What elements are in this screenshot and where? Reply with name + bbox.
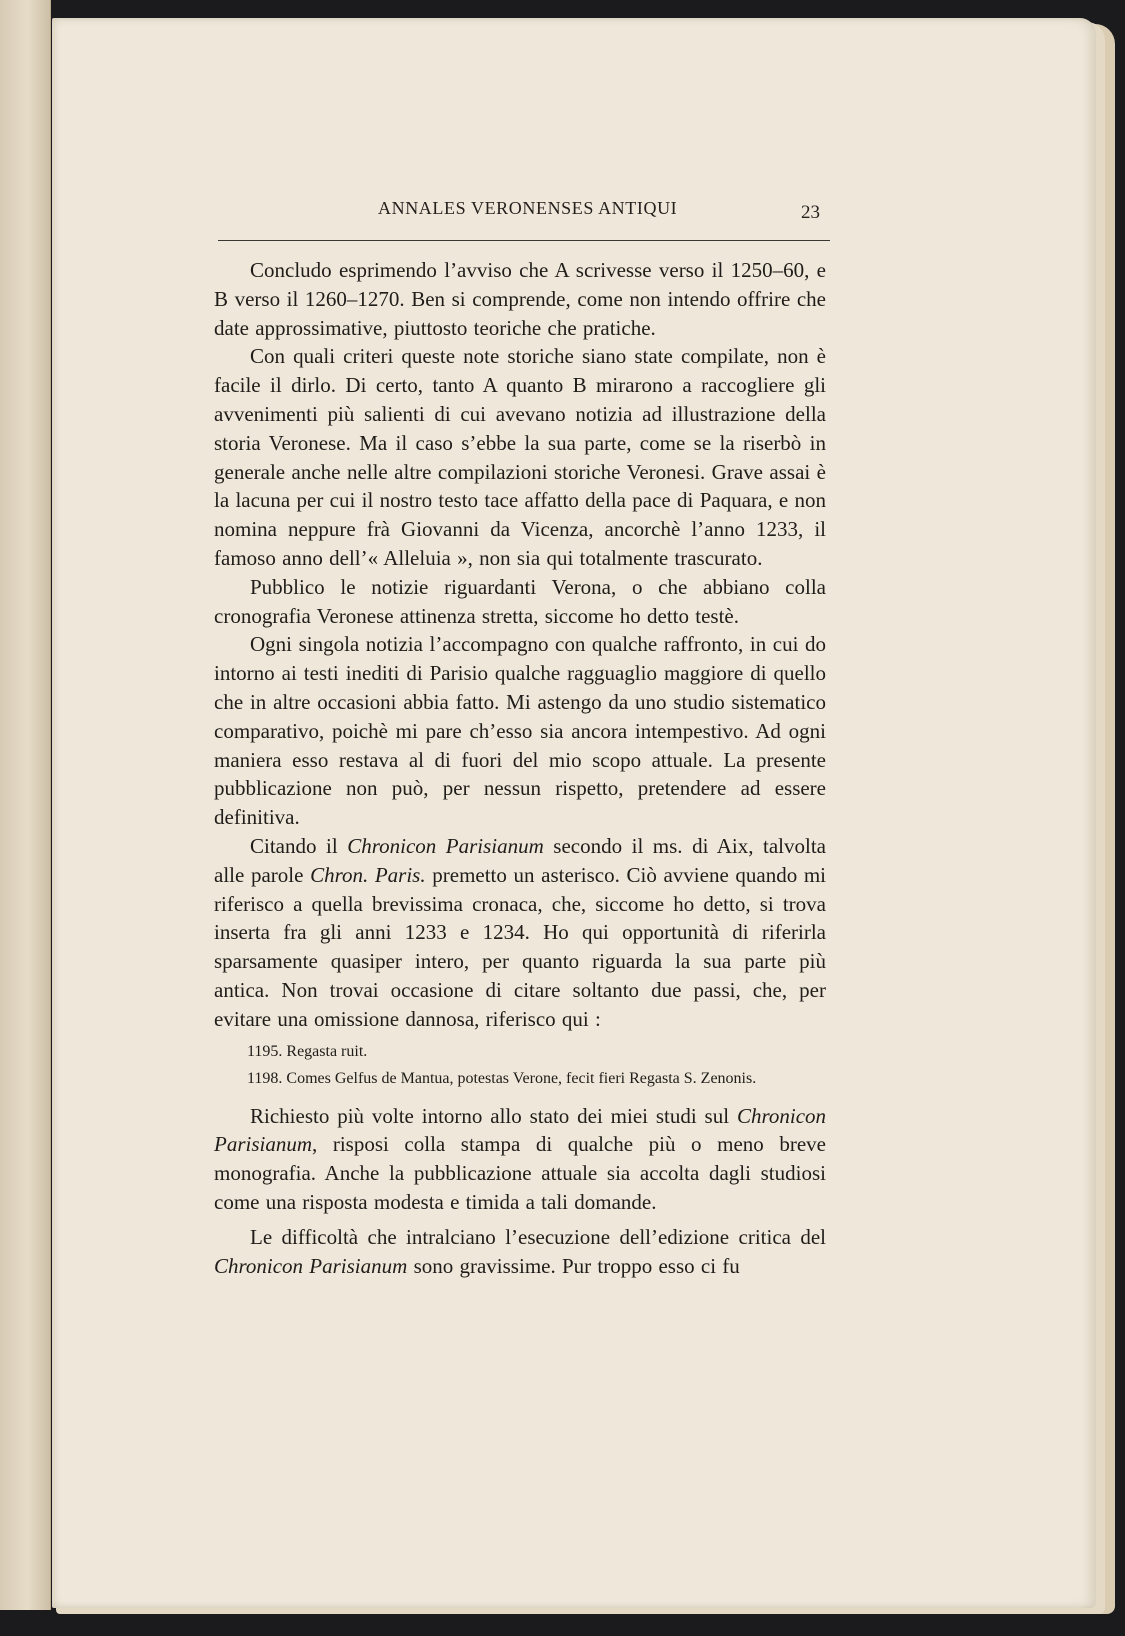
paragraph-6 xyxy=(214,1102,826,1217)
paragraph-1: Concludo esprimendo l’avviso che A scrivesse verso il 1250–60, e B verso il 1260–1270. Ben si comprende, come non intendo offrire che date approssimative, piuttosto teoriche che pratiche. xyxy=(214,258,826,340)
book-page xyxy=(52,18,1096,1608)
paragraph-7-rest: sono gravissime. Pur troppo esso ci fu xyxy=(413,1253,740,1278)
work-title: Chronicon Parisianum xyxy=(347,833,544,858)
quote-text: Regasta ruit. xyxy=(286,1042,368,1060)
quote-1198 xyxy=(214,1065,826,1092)
quote-year: 1198. xyxy=(247,1069,283,1087)
page-number: 23 xyxy=(801,202,820,223)
quote-text: Comes Gelfus de Mantua, potestas Verone, fecit fieri Regasta S. Zenonis. xyxy=(286,1069,757,1087)
paragraph-7-lead: Le difficoltà che intralciano l’esecuzione dell’edizione critica del xyxy=(250,1224,826,1249)
paragraph-5-mid: secondo il ms. di Aix, talvolta alle parole xyxy=(214,833,827,887)
paragraph-7 xyxy=(214,1223,826,1281)
paragraph-6-rest: , risposi colla stampa di qualche più o meno breve monografia. Anche la pubblicazione attuale sia accolta dagli studiosi come una risposta modesta e timida a tali domande. xyxy=(214,1132,826,1214)
paragraph-5-rest: premetto un asterisco. Ciò avviene quando mi riferisco a quella brevissima cronaca, che, siccome ho detto, si trova inserta fra gli anni 1233 e 1234. Ho qui opportunità di riferirla sparsamente quasiper intero, per quanto riguarda la sua parte più antica. Non trovai occasione di citare soltanto due passi, che, per evitare una omissione dannosa, riferisco qui : xyxy=(214,862,827,1031)
running-title: ANNALES VERONENSES ANTIQUI xyxy=(378,198,678,218)
work-abbreviation: Chron. Paris. xyxy=(310,862,426,887)
paragraph-6-lead: Richiesto più volte intorno allo stato dei miei studi sul xyxy=(250,1103,730,1128)
body-text xyxy=(214,256,826,1280)
work-title: Chronicon Parisianum xyxy=(214,1253,408,1278)
work-title: Chronicon Parisianum xyxy=(214,1103,827,1157)
facing-page-edge xyxy=(0,0,51,1610)
paragraph-5 xyxy=(214,832,826,1034)
paragraph-2: Con quali criteri queste note storiche siano state compilate, non è facile il dirlo. Di certo, tanto A quanto B mirarono a raccogliere gli avvenimenti più salienti di cui avevano notizia ad illustrazione della storia Veronese. Ma il caso s’ebbe la sua parte, come se la riserbò in generale anche nelle altre compilazioni storiche Veronesi. Grave assai è la lacuna per cui il nostro testo tace affatto della pace di Paquara, e non nomina neppure frà Giovanni da Vicenza, ancorchè l’anno 1233, il famoso anno dell’« Alleluia », non sia qui totalmente trascurato. xyxy=(214,344,826,570)
paragraph-3: Pubblico le notizie riguardanti Verona, o che abbiano colla cronografia Veronese attinenza stretta, siccome ho detto testè. xyxy=(214,574,826,628)
quote-year: 1195. xyxy=(247,1042,283,1060)
quote-1195 xyxy=(214,1038,826,1065)
paragraph-5-lead: Citando il xyxy=(250,833,338,858)
paragraph-4: Ogni singola notizia l’accompagno con qualche raffronto, in cui do intorno ai testi inediti di Parisio qualche ragguaglio maggiore di quello che in altre occasioni abbia fatto. Mi astengo da uno studio sistematico comparativo, poichè mi pare ch’esso sia ancora intempestivo. Ad ogni maniera esso restava al di fuori del mio scopo attuale. La presente pubblicazione non può, per nessun rispetto, pretendere ad essere definitiva. xyxy=(214,632,826,830)
page-header xyxy=(218,194,830,241)
